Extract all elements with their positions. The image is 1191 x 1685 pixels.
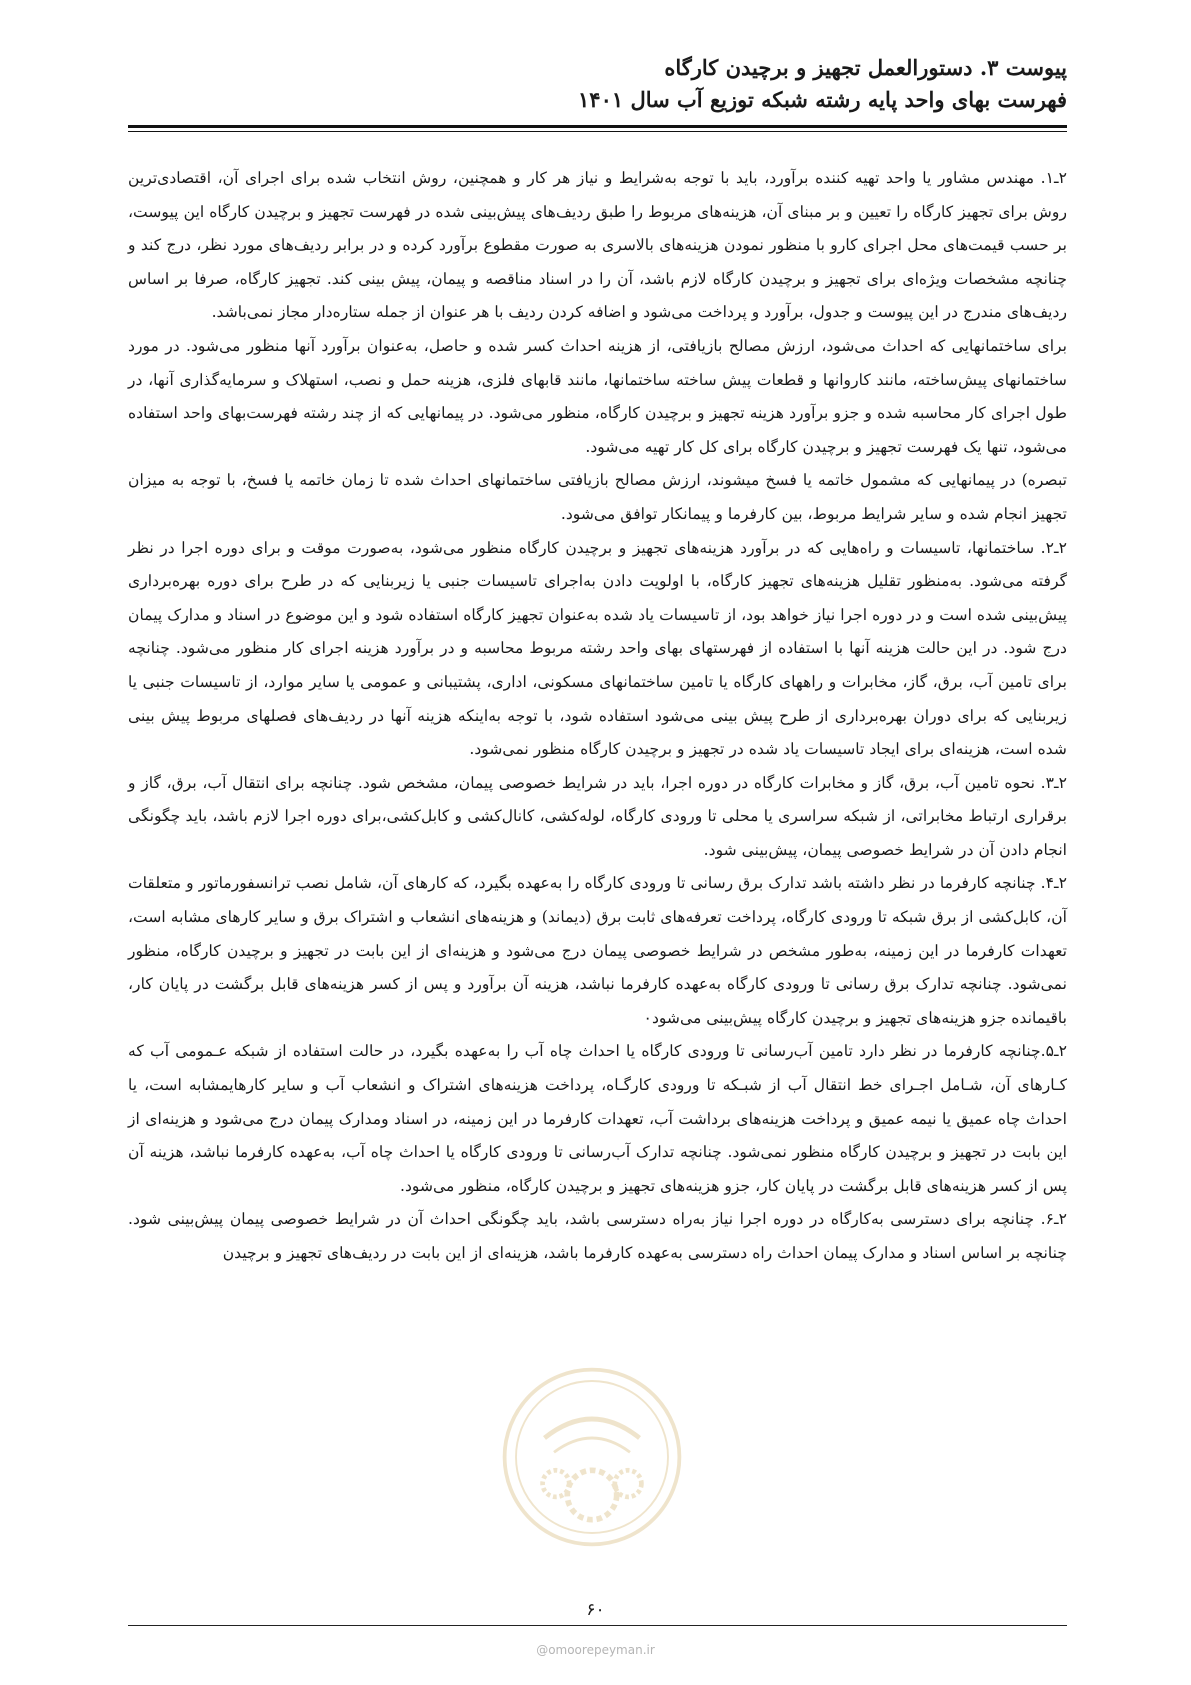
paragraph-2-6: ۲ـ۶. چنانچه برای دسترسی به‌کارگاه در دوره اجرا نیاز به‌راه دسترسی باشد، باید چگونگی احداث آن در شرایط خصوصی پیمان پیش‌بینی شود. چنانچه بر اساس اسناد و مدارک پیمان احداث راه دسترسی به‌عهده کارفرما باشد، هزینه‌ای از این بابت در ردیف‌های تجهیز و برچیدن — [128, 1210, 1067, 1262]
paragraph-2-5: ۲ـ۵.چنانچه کارفرما در نظر دارد تامین آب‌رسانی تا ورودی کارگاه یا احداث چاه آب را به‌عهده بگیرد، در حالت استفاده از شبکه عـمومی آب که کـارهای آن، شـامل اجـرای خط انتقال آب از شبـکه تا ورودی کارگـاه، پرداخت هزینه‌های اشتراک و انشعاب آب و سایر کارهایمشابه است، یا احداث چاه عمیق یا نیمه عمیق و پرداخت هزینه‌های برداشت آب، تعهدات کارفرما در این زمینه، در اسناد ومدارک پیمان درج می‌شود و هزینه‌ای از این بابت در تجهیز و برچیدن کارگاه منظور نمی‌شود. چنانچه تدارک آب‌رسانی تا ورودی کارگاه یا احداث چاه آب، به‌عهده کارفرما نباشد، هزینه آن پس از کسر هزینه‌های قابل برگشت در پایان کار، جزو هزینه‌های تجهیز و برچیدن کارگاه، منظور می‌شود. — [128, 1042, 1067, 1195]
paragraph-2-4: ۲ـ۴. چنانچه کارفرما در نظر داشته باشد تدارک برق رسانی تا ورودی کارگاه را به‌عهده بگیرد، که کارهای آن، شامل نصب ترانسفورماتور و متعلقات آن، کابل‌کشی از برق شبکه تا ورودی کارگاه، پرداخت تعرفه‌های ثابت برق (دیماند) و هزینه‌های انشعاب و اشتراک برق و سایر کارهای مشابه است، تعهدات کارفرما در این زمینه، به‌طور مشخص در شرایط خصوصی پیمان درج می‌شود و هزینه‌ای از این بابت در تجهیز و برچیدن کارگاه، منظور نمی‌شود. چنانچه تدارک برق رسانی تا ورودی کارگاه به‌عهده کارفرما نباشد، هزینه آن برآورد و پس از کسر هزینه‌های قابل برگشت در پایان کار، باقیمانده جزو هزینه‌های تجهیز و برچیدن کارگاه پیش‌بینی می‌شود٠ — [128, 874, 1067, 1027]
header-title: پیوست ۳. دستورالعمل تجهیز و برچیدن کارگاه — [664, 55, 1067, 80]
footer-site: @omoorepeyman.ir — [536, 1643, 655, 1657]
paragraph-2-2: ۲ـ۲. ساختمانها، تاسیسات و راه‌هایی که در برآورد هزینه‌های تجهیز و برچیدن کارگاه منظور می‌شود، به‌صورت موقت و برای دوره اجرا در نظر گرفته می‌شود. به‌منظور تقلیل هزینه‌های تجهیز کارگاه، با اولویت دادن به‌اجرای تاسیسات جنبی یا زیربنایی که در طرح برای دوره بهره‌برداری پیش‌بینی شده است و در دوره اجرا نیاز خواهد بود، از تاسیسات یاد شده به‌عنوان تجهیز کارگاه استفاده شود و این موضوع در اسناد و مدارک پیمان درج شود. در این حالت هزینه آنها با استفاده از فهرستهای بهای واحد رشته مربوط محاسبه و در برآورد هزینه اجرای کار منظور می‌شود. چنانچه برای تامین آب، برق، گاز، مخابرات و راههای کارگاه یا تامین ساختمانهای مسکونی، اداری، پشتیبانی و عمومی یا سایر موارد، از تاسیسات جنبی یا زیربنایی که برای دوران بهره‌برداری از طرح پیش بینی می‌شود استفاده شود، با توجه به‌اینکه هزینه آنها در ردیف‌های فصلهای مربوط پیش بینی شده است، هزینه‌ای برای ایجاد تاسیسات یاد شده در تجهیز و برچیدن کارگاه منظور نمی‌شود. — [128, 538, 1067, 759]
page-header — [128, 52, 1067, 116]
paragraph-buildings: برای ساختمانهایی که احداث می‌شود، ارزش مصالح بازیافتی، از هزینه احداث کسر شده و حاصل، به‌عنوان برآورد آنها منظور می‌شود. در مورد ساختمانهای پیش‌ساخته، مانند کاروانها و قطعات پیش ساخته ساختمانها، مانند قابهای فلزی، هزینه حمل و نصب، استهلاک و سرمایه‌گذاری آنها، در طول اجرای کار محاسبه شده و جزو برآورد هزینه تجهیز و برچیدن کارگاه، منظور می‌شود. در پیمانهایی که از چند رشته فهرست‌بهای واحد استفاده می‌شود، تنها یک فهرست تجهیز و برچیدن کارگاه برای کل کار تهیه می‌شود. — [128, 336, 1067, 456]
document-body — [128, 162, 1067, 1271]
footer-rule — [128, 1625, 1067, 1626]
header-rule-thin — [128, 131, 1067, 132]
header-subtitle: فهرست بهای واحد پایه رشته شبکه توزیع آب سال ۱۴۰۱ — [578, 87, 1067, 112]
page-number: ۶۰ — [586, 1600, 605, 1620]
header-rule-thick — [128, 125, 1067, 128]
paragraph-2-3: ۲ـ۳. نحوه تامین آب، برق، گاز و مخابرات کارگاه در دوره اجرا، باید در شرایط خصوصی پیمان، مشخص شود. چنانچه برای انتقال آب، برق، گاز و برقراری ارتباط مخابراتی، از شبکه سراسری یا محلی تا ورودی کارگاه، لوله‌کشی، کانال‌کشی و کابل‌کشی،برای دوره اجرا لازم باشد، باید چگونگی انجام دادن آن در شرایط خصوصی پیمان، پیش‌بینی شود. — [128, 773, 1067, 859]
paragraph-2-1: ۲ـ۱. مهندس مشاور یا واحد تهیه کننده برآورد، باید با توجه به‌شرایط و نیاز هر کار و همچنین، روش انتخاب شده برای اجرای آن، اقتصادی‌ترین روش برای تجهیز کارگاه را تعیین و بر مبنای آن، هزینه‌های مربوط را طبق ردیف‌های پیش‌بینی شده در فهرست تجهیز و برچیدن کارگاه این پیوست، بر حسب قیمت‌های محل اجرای کارو با منظور نمودن هزینه‌های بالاسری به صورت مقطوع برآورد کرده و در برابر ردیف‌های مورد نظر، درج کند و چنانچه مشخصات ویژه‌ای برای تجهیز و برچیدن کارگاه لازم باشد، آن را در اسناد مناقصه و پیمان، پیش بینی کند. تجهیز کارگاه، صرفا بر اساس ردیف‌های مندرج در این پیوست و جدول، برآورد و پرداخت می‌شود و اضافه کردن ردیف با هر عنوان از جمله ستاره‌دار مجاز نمی‌باشد. — [128, 169, 1067, 322]
paragraph-note: تبصره) در پیمانهایی که مشمول خاتمه یا فسخ میشوند، ارزش مصالح بازیافتی ساختمانهای احداث شده تا زمان خاتمه یا فسخ، با توجه به میزان تجهیز انجام شده و سایر شرایط مربوط، بین کارفرما و پیمانکار توافق می‌شود. — [128, 471, 1067, 523]
watermark-seal-icon — [497, 1362, 687, 1552]
